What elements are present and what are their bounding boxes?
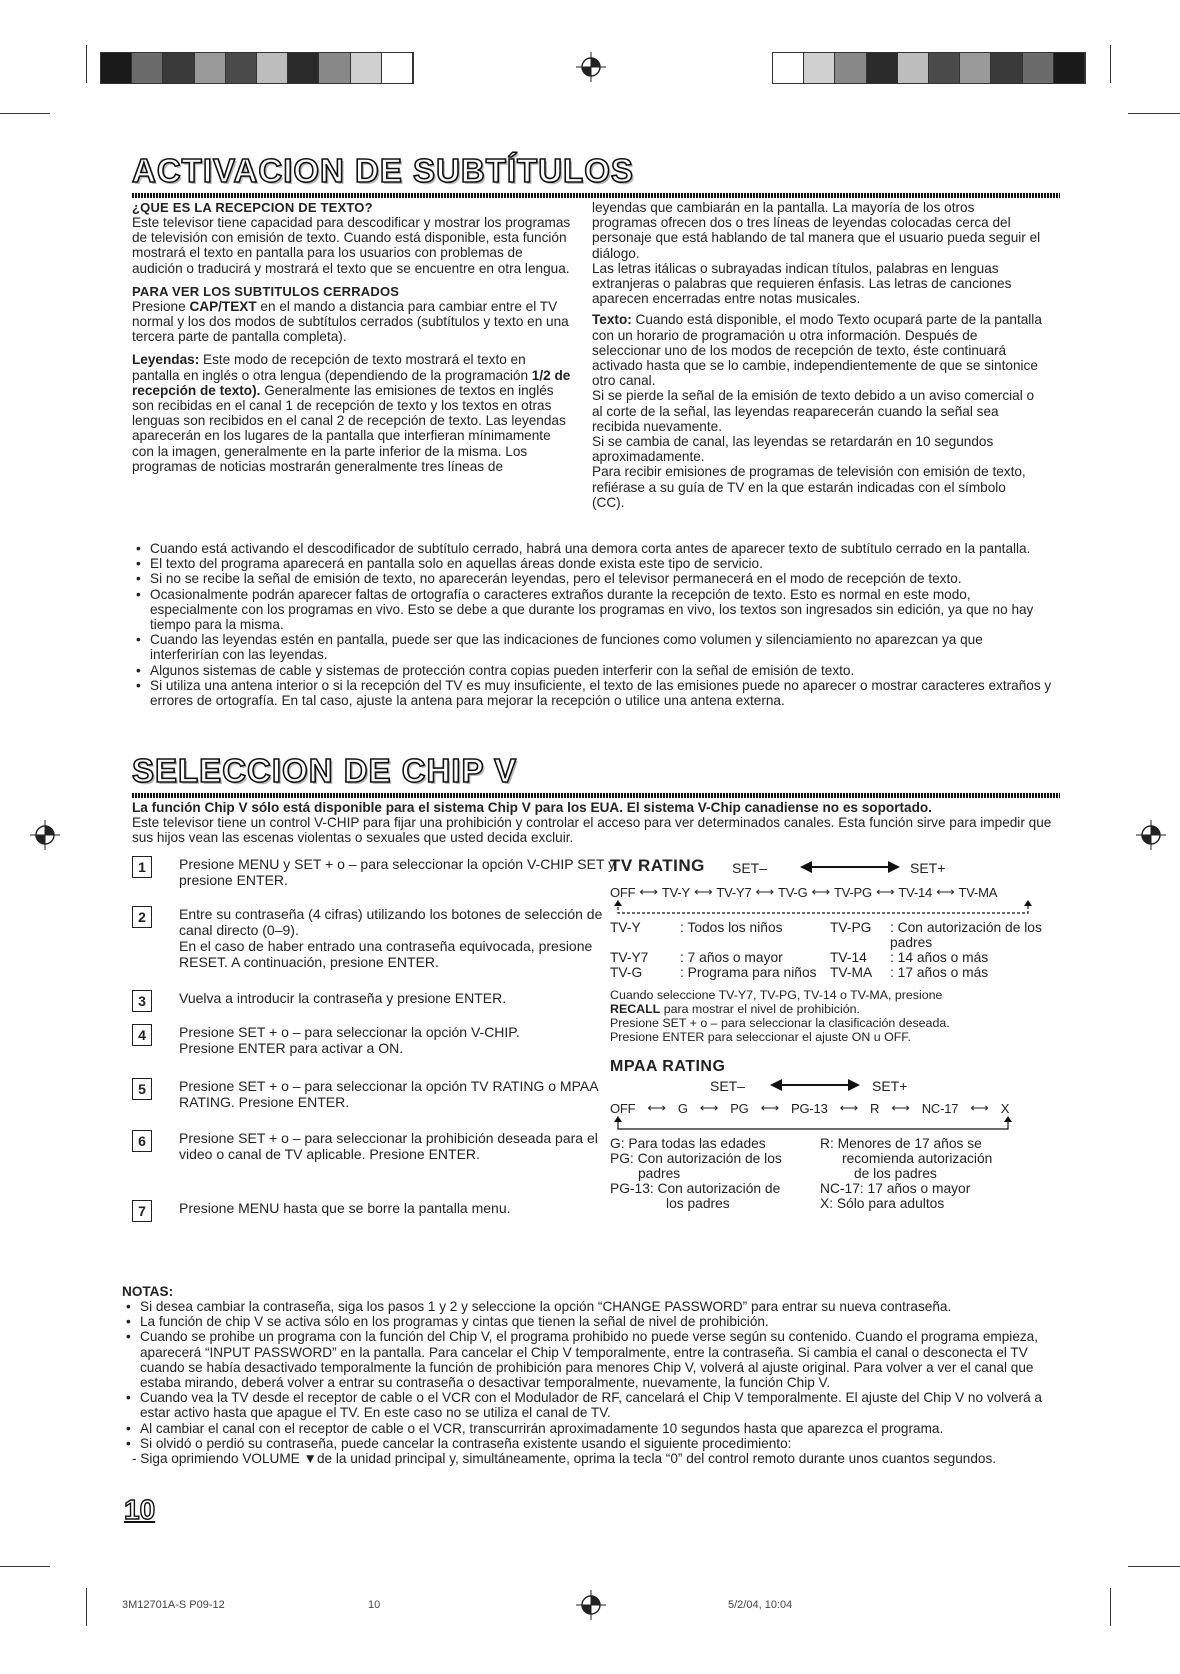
- step-text: Presione MENU y SET + o – para seleccionar la opción V-CHIP SET y presione ENTER.: [179, 856, 616, 888]
- def-code: TV-MA: [830, 965, 873, 980]
- heading-para-ver: PARA VER LOS SUBTITULOS CERRADOS: [132, 283, 400, 299]
- step-number: 7: [132, 1200, 152, 1222]
- text-bold: 1/2 de recepción de texto).: [132, 367, 571, 398]
- arrow-icon: ⟷: [647, 1100, 666, 1115]
- color-swatch: [991, 53, 1022, 83]
- text: Presione: [132, 298, 190, 314]
- def: padres: [638, 1166, 681, 1181]
- section-rule: [132, 193, 1060, 198]
- section-rule: [132, 793, 1060, 798]
- rating-r: R: [870, 1100, 880, 1116]
- registration-mark-icon: [576, 1590, 606, 1620]
- registration-mark-icon: [1136, 820, 1166, 850]
- note: Presione ENTER para seleccionar el ajuste ON u OFF.: [610, 1030, 911, 1044]
- def: R: Menores de 17 años se: [820, 1136, 982, 1151]
- arrow-icon: ⟷: [875, 884, 895, 899]
- arrow-icon: ⟷: [891, 1100, 910, 1115]
- note: Presione SET + o – para seleccionar la clasificación deseada.: [610, 1016, 950, 1030]
- def: X: Sólo para adultos: [820, 1196, 945, 1211]
- step-text: Presione SET + o – para seleccionar la opción TV RATING o MPAA RATING. Presione ENTER.: [179, 1078, 598, 1110]
- mpaa-rating-sequence: [610, 1100, 1070, 1116]
- rating-pg: PG: [730, 1100, 749, 1116]
- rating-pg-13: PG-13: [791, 1100, 828, 1116]
- def-text: : Programa para niños: [680, 965, 817, 980]
- label-leyendas: Leyendas:: [132, 352, 200, 368]
- paragraph: Si se pierde la señal de la emisión de texto debido a un aviso comercial o al corte de la señal, las leyendas reaparecerán cuando la señal sea recibida nuevamente.: [592, 388, 1035, 434]
- loop-bracket: [614, 900, 1034, 916]
- rating-tv-14: TV-14: [898, 884, 933, 900]
- key-cap-text: CAP/TEXT: [189, 298, 257, 314]
- mpaa-definitions-left: [610, 1136, 820, 1211]
- paragraph: Si se cambia de canal, las leyendas se retardarán en 10 segundos aproximadamente.: [592, 434, 994, 465]
- note-item: • Si desea cambiar la contraseña, siga los pasos 1 y 2 y seleccione la opción “CHANGE PASSWORD” para entrar su nueva contraseña.: [122, 1299, 1062, 1314]
- color-swatch: [319, 53, 350, 83]
- list-item: • Algunos sistemas de cable y sistemas de protección contra copias pueden interferir con la señal de emisión de texto.: [132, 663, 1052, 678]
- step-text: Presione MENU hasta que se borre la pantalla menu.: [179, 1200, 511, 1216]
- crop-mark: [1128, 113, 1180, 114]
- list-item: • Si utiliza una antena interior o si la recepción del TV es muy insuficiente, el texto de las emisiones puede no aparecer o mostrar caracteres extraños y errores de ortografía. En tal caso, ajuste la antena para mejorar la recepción o utilice una antena externa.: [132, 678, 1052, 708]
- mpaa-rating-title: MPAA RATING: [610, 1058, 726, 1075]
- step-number: 3: [132, 990, 152, 1012]
- vchip-intro: [132, 800, 1060, 846]
- arrow-icon: ⟷: [755, 884, 774, 899]
- rating-tv-pg: TV-PG: [833, 884, 872, 900]
- def-text: : Todos los niños: [680, 920, 783, 935]
- mpaa-definitions-right: [820, 1136, 1030, 1211]
- tv-rating-sequence: [610, 884, 1070, 900]
- text: en el mando a distancia para cambiar entre el TV normal y los dos modos de subtítulos cerrados (subtítulos y texto en una tercera parte de pantalla completa).: [132, 298, 569, 345]
- list-item: • Cuando las leyendas estén en pantalla, puede ser que las indicaciones de funciones como volumen y silenciamiento no aparezcan ya que interferirían con las leyendas.: [132, 632, 1052, 662]
- page-number: 10: [124, 1494, 156, 1525]
- notes-list: [122, 1299, 1062, 1451]
- intro-bold: La función Chip V sólo está disponible para el sistema Chip V para los EUA. El sistema V-Chip canadiense no es soportado.: [132, 800, 932, 815]
- def-code: TV-G: [610, 965, 643, 980]
- color-swatch: [804, 53, 835, 83]
- crop-mark: [1128, 1566, 1180, 1567]
- def-code: TV-Y: [610, 920, 641, 935]
- step-number: 6: [132, 1130, 152, 1152]
- def: PG-13: Con autorización de: [610, 1181, 781, 1196]
- def: los padres: [666, 1196, 730, 1211]
- color-swatch: [226, 53, 257, 83]
- vchip-steps: [132, 856, 616, 1276]
- set-minus-label: SET–: [710, 1078, 746, 1094]
- def-text: : 7 años o mayor: [680, 950, 783, 965]
- def-text: : Con autorización de los padres: [890, 920, 1042, 950]
- section-title-vchip: SELECCION DE CHIP V: [132, 752, 518, 789]
- paragraph: leyendas que cambiarán en la pantalla. La mayoría de los otros programas ofrecen dos o tres líneas de leyendas colocadas cerca del personaje que está hablando de tal manera que el usuario pueda seguir el diálogo.: [592, 200, 1041, 261]
- note-sub-item: - Siga oprimiendo VOLUME ▼de la unidad principal y, simultáneamente, oprima la tecla “0” del control remoto durante unos cuantos segundos.: [132, 1451, 997, 1467]
- arrow-icon: ⟷: [936, 884, 955, 899]
- subtitles-bullet-list: [132, 541, 1052, 708]
- list-item: • Si no se recibe la señal de emisión de texto, no aparecerán leyendas, pero el televisor permanecerá en el modo de recepción de texto.: [132, 571, 1052, 586]
- arrow-icon: ⟷: [639, 884, 658, 899]
- vchip-notes: [122, 1284, 1062, 1466]
- color-swatch: [257, 53, 288, 83]
- note: Cuando seleccione TV-Y7, TV-PG, TV-14 o TV-MA, presione: [610, 988, 943, 1002]
- color-swatch: [288, 53, 319, 83]
- rating-nc-17: NC-17: [921, 1100, 959, 1116]
- step-text: Vuelva a introducir la contraseña y presione ENTER.: [179, 990, 507, 1006]
- note-item: • Cuando se prohibe un programa con la función del Chip V, el programa prohibido no puede verse según su contenido. Cuando el programa empieza, aparecerá “INPUT PASSWORD” en la pantalla. Para cancelar el Chip V temporalmente, entre la contraseña. Si cambia el canal o desconecta el TV cuando se había desactivado temporalmente la función de prohibición para menores Chip V, volverá al ajuste original. Para volver a ver el canal que estaba mirando, deberá volver a entrar su contraseña o desactivar temporalmente, nuevamente, la función Chip V.: [122, 1329, 1062, 1390]
- rating-tv-y7: TV-Y7: [716, 884, 752, 900]
- subtitles-right-column: [592, 200, 1042, 510]
- text: Cuando está disponible, el modo Texto ocupará parte de la pantalla con un horario de programación u otra información. Después de seleccionar uno de los modos de recepción de texto, éste continuará activado hasta que se lo cambie, independientemente de que se sintonice otro canal.: [592, 312, 1042, 389]
- color-swatch: [1023, 53, 1054, 83]
- crop-mark: [86, 1588, 87, 1626]
- paragraph-para-ver: [132, 299, 572, 345]
- section-title-subtitles: ACTIVACION DE SUBTÍTULOS: [132, 152, 634, 189]
- def: recomienda autorización: [842, 1151, 993, 1166]
- tv-rating-definitions: [610, 920, 1050, 980]
- rating-off: OFF: [610, 884, 636, 900]
- note-item: • Cuando vea la TV desde el receptor de cable o el VCR con el Modulador de RF, cancelará el Chip V temporalmente. El ajuste del Chip V no volverá a estar activo hasta que apague el TV. En este caso no se utiliza el canal de TV.: [122, 1390, 1062, 1420]
- paragraph-texto: [592, 312, 1042, 388]
- crop-mark: [0, 113, 50, 114]
- def-code: TV-PG: [830, 920, 872, 935]
- rating-x: X: [1000, 1100, 1010, 1116]
- def: G: Para todas las edades: [610, 1136, 766, 1151]
- rating-tv-y: TV-Y: [661, 884, 690, 900]
- arrow-icon: ⟷: [970, 1100, 989, 1115]
- step-text: Presione SET + o – para seleccionar la prohibición deseada para el video o canal de TV aplicable. Presione ENTER.: [179, 1130, 598, 1162]
- set-plus-label: SET+: [872, 1078, 908, 1094]
- rating-tv-ma: TV-MA: [958, 884, 998, 900]
- set-plus-label: SET+: [910, 860, 946, 876]
- label-texto: Texto:: [592, 312, 632, 328]
- paragraph-que-es: Este televisor tiene capacidad para descodificar y mostrar los programas de televisión con emisión de texto. Cuando está disponible, esta función mostrará el texto en pantalla para los usuarios con problemas de audición o traducirá y mostrará el texto que se encuentre en otra lengua.: [132, 215, 571, 276]
- note-item: • La función de chip V se activa sólo en los programas y cintas que tienen la señal de nivel de prohibición.: [122, 1314, 1062, 1329]
- color-swatch: [1054, 53, 1085, 83]
- rating-tv-g: TV-G: [777, 884, 808, 900]
- color-swatch: [195, 53, 226, 83]
- step-number: 2: [132, 906, 152, 928]
- text: Generalmente las emisiones de textos en inglés son recibidas en el canal 1 de recepción de texto y los textos en otras lenguas son recibidos en el canal 2 de recepción de texto. Las leyendas aparecerán en los lugares de la pantalla que interfieran mínimamente con la imagen, generalmente en la parte inferior de la misma. Los programas de noticias mostrarán generalmente tres líneas de: [132, 382, 566, 474]
- crop-mark: [86, 45, 87, 83]
- paragraph: Para recibir emisiones de programas de televisión con emisión de texto, refiérase a su guía de TV en la que estarán indicadas con el símbolo (CC).: [592, 464, 1026, 510]
- rating-g: G: [677, 1100, 688, 1116]
- set-minus-label: SET–: [732, 860, 768, 876]
- tv-rating-panel: [610, 856, 1070, 1211]
- step-number: 5: [132, 1078, 152, 1100]
- text: Este modo de recepción de texto mostrará el texto en pantalla en inglés o otra lengua (dependiendo de la programación: [132, 352, 532, 383]
- color-swatch: [929, 53, 960, 83]
- loop-bracket: [614, 1116, 1014, 1132]
- crop-mark: [1110, 1588, 1111, 1626]
- tv-rating-title: TV RATING: [610, 856, 705, 875]
- def-code: TV-Y7: [610, 950, 649, 965]
- list-item: • El texto del programa aparecerá en pantalla solo en aquellas áreas donde exista este tipo de servicio.: [132, 556, 1052, 571]
- def-text: : 14 años o más: [890, 950, 989, 965]
- arrow-icon: ⟷: [693, 884, 713, 899]
- subtitles-left-column: [132, 200, 572, 474]
- notes-heading: NOTAS:: [122, 1284, 174, 1299]
- list-item: • Ocasionalmente podrán aparecer faltas de ortografía o caracteres extraños durante la recepción de texto. Esto es normal en este modo, especialmente con los programas en vivo. Esto se debe a que durante los programas en vivo, los textos son ingresados sin edición, ya que no hay tiempo para la misma.: [132, 587, 1052, 633]
- def: NC-17: 17 años o mayor: [820, 1181, 971, 1196]
- footer-date: 5/2/04, 10:04: [728, 1599, 793, 1611]
- key-recall: RECALL: [610, 1002, 661, 1016]
- footer-page: 10: [368, 1599, 381, 1611]
- color-swatch: [163, 53, 194, 83]
- def-text: : 17 años o más: [890, 965, 989, 980]
- step-text: Presione SET + o – para seleccionar la opción V-CHIP. Presione ENTER para activar a ON.: [179, 1024, 520, 1056]
- rating-off: OFF: [610, 1100, 636, 1116]
- double-arrow-icon: [800, 860, 900, 874]
- color-swatch: [960, 53, 991, 83]
- paragraph-leyendas: [132, 352, 572, 474]
- arrow-icon: ⟷: [839, 1100, 859, 1115]
- arrow-icon: ⟷: [699, 1100, 719, 1115]
- tv-rating-notes: [610, 988, 1070, 1044]
- color-swatch: [101, 53, 132, 83]
- color-swatch: [835, 53, 866, 83]
- crop-mark: [0, 1566, 50, 1567]
- note-item: • Al cambiar el canal con el receptor de cable o el VCR, transcurrirán aproximadamente 10 segundos hasta que aparezca el programa.: [122, 1421, 1062, 1436]
- intro-text: Este televisor tiene un control V-CHIP para fijar una prohibición y controlar el acceso para ver determinados canales. Esta función sirve para impedir que sus hijos vean las escenas violentas o sexuales que usted decida excluir.: [132, 815, 1052, 846]
- def: de los padres: [854, 1166, 937, 1181]
- heading-que-es: ¿QUE ES LA RECEPCION DE TEXTO?: [132, 200, 373, 215]
- step-number: 4: [132, 1024, 152, 1046]
- color-bar-left: [100, 52, 414, 84]
- paragraph: Las letras itálicas o subrayadas indican títulos, palabras en lenguas extranjeras o palabras que requieren énfasis. Las letras de canciones aparecen encerradas entre notas musicales.: [592, 260, 1012, 307]
- color-bar-right: [772, 52, 1086, 84]
- note: [610, 1002, 1070, 1016]
- footer-code: 3M12701A-S P09-12: [122, 1599, 225, 1611]
- arrow-icon: ⟷: [760, 1100, 780, 1115]
- crop-mark: [1110, 45, 1111, 83]
- step-number: 1: [132, 856, 152, 878]
- def: PG: Con autorización de los: [610, 1151, 782, 1166]
- double-arrow-icon: [770, 1078, 860, 1092]
- color-swatch: [867, 53, 898, 83]
- arrow-icon: ⟷: [811, 884, 830, 899]
- color-swatch: [773, 53, 804, 83]
- color-swatch: [898, 53, 929, 83]
- list-item: • Cuando está activando el descodificador de subtítulo cerrado, habrá una demora corta antes de aparecer texto de subtítulo cerrado en la pantalla.: [132, 541, 1052, 556]
- registration-mark-icon: [30, 820, 60, 850]
- registration-mark-icon: [576, 52, 606, 82]
- def-code: TV-14: [830, 950, 867, 965]
- color-swatch: [132, 53, 163, 83]
- step-text: Entre su contraseña (4 cifras) utilizando los botones de selección de canal directo (0–9). En el caso de haber entrado una contraseña equivocada, presione RESET. A continuación, presione ENTER.: [179, 906, 603, 970]
- note-item: • Si olvidó o perdió su contraseña, puede cancelar la contraseña existente usando el siguiente procedimiento:: [122, 1436, 1062, 1451]
- color-swatch: [382, 53, 413, 83]
- text: para mostrar el nivel de prohibición.: [660, 1002, 860, 1016]
- color-swatch: [351, 53, 382, 83]
